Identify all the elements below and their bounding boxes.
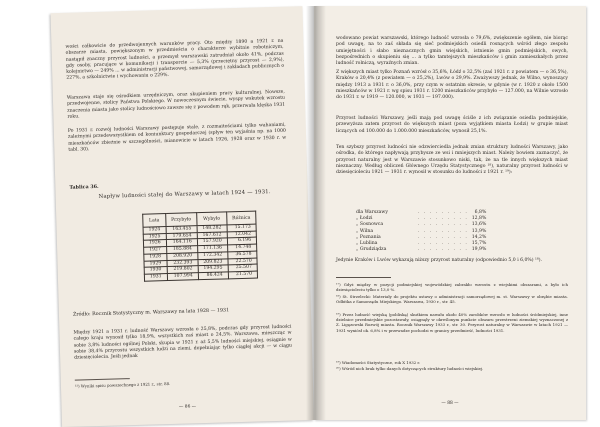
right-page-number: — 88 — xyxy=(441,401,459,406)
right-paragraph-1: wodowano powiat warszawski, którego ludność wzrosła o 79,6%, zwiększenie ogółem, nie biorąc pod uwagę, na to zaś składa się sieć podmiejskich osiedli rosnących wśród złego zespołu umiejętności i słabo nieznacznych gmin wiejskich, istnienie gmin podmiejskich, owych, bezpośrednich o skupieniu się ... a tylko tamtejszych mieszkańców i gmin zamieszkałych przez ludność rolniczą, wyraźnych zmian. xyxy=(336,36,568,67)
right-paragraph-4: Ten szybszy przyrost ludności nie odzwierciedla jednak zmian struktury ludności Warszawy, jako ośrodka, do którego napływają przybysze ze wsi i mniejszych miast. Należy bowiem zaznaczyć, że przyrost naturalny jest w Warszawie stosunkowo niski, tak, że na tle innych większych miast nieznaczny. Według obliczeń Głównego Urzędu Statystycznego ¹⁸), naturalny przyrost ludności w dziesięcioleciu 1921 — 1931 r. wynosił w stosunku do ludności z 1921 r. ¹⁹): xyxy=(336,145,568,176)
left-paragraph-4: Między 1921 a 1931 r. ludność Warszawy wzrosła o 25,8%, podczas gdy przyrost ludności całego kraju wynosił tylko 18,9%, wszystkich zaś miast o 24,5%. Warszawa, mieszcząc w sobie 3,8% ludności ogólnej Polski, skupia w 1921 r. aż 5,5% ludności miejskiej, osiągnie w sobie 38,4% przyrostu wszystkich ludzi na ziemi, dopełniając tylko ciągłej akcji — w ciągu dziesięciolecia. Jeśli jednak xyxy=(73,324,292,361)
right-paragraph-5: Jedynie Kraków i Lwów wykazują niższy przyrost naturalny (odpowiednio 5,0 i 6,0%) ¹⁸). xyxy=(336,258,542,263)
right-footnote-1: ¹⁷) Gdyż między w pozycji podmiejskiej wojewódzkiej zabrakło wzrostu z wiejskimi obszarami, a było ich dziesięcioleciu tylko o 13,0 %. xyxy=(336,282,568,293)
table-row: 1931 107.994 86.424 21.570 xyxy=(144,271,257,281)
list-item: „ Wilna . . . . . . . . . 13,9% xyxy=(356,228,487,234)
right-footnote-3: ¹⁹) Przez ludność wiejską (pobliską) skutkiem nawału około 40% zarobków wzrosło w ludności śródmiejskiej, inne dzielnice przedmiejskie pozostawały, osiągnęły w określonym punkcie obszaru przestrzeni ziemskiej wyznaczonej z Z. Ligęzowski Rozwój miasta. Rocznik Warszawy 1933 r., str. 30. Przyrost naturalny w Warszawie w latach 1921 — 1931 wyniósł ok. 6,8% i w przewadze pochodzi w granicy przedmieść, ludności 1931. xyxy=(336,312,568,333)
left-page xyxy=(51,6,314,427)
table-row: 1929 232.393 209.823 22.570 xyxy=(144,258,257,268)
left-paragraph-3: Po 1931 r. rozwój ludności Warszawy postępuje stale, z rozmaitościami tylko wahaniami, zależnymi przedewszystkiem od koniunktury gospodarczej (spływ ten wyjaśnia np. na 1000 mieszkańców zbieżnie w szczególności, mianowicie w latach 1926, 1928 oraz w 1930 r. w tabl. 30). xyxy=(67,122,287,153)
footnote-rule xyxy=(75,378,130,381)
list-item: „ Lublina . . . . . . . . . 15,7% xyxy=(356,241,487,247)
right-paragraph-2: Z większych miast tylko Poznań wzrósł o 35,6%, Łódź o 32,5% (zaś 1921 r. z powiatem — o 36,5%), Kraków o 20,4% (z powiatem — o 25,2%), Lwów o 29,9%. Zważywszy jednak, że Wilno, wynoszący między 1913 a 1931 r. o 36,0%, przy czym w ostatnim okresie, w gdynie (w r. 1920 z około 1500 mieszkańców w 1921 r. wg spisu 1931 r. 1200 mieszkańców przybyło — 127.000, na Wilnie wzrosło do 1931 r. w 1919 — 120.000, w 1931 — 197.000). xyxy=(336,70,568,101)
left-paragraph-1: wości całkowicie do przedwojennych warunków pracy. Oto między 1890 a 1921 r. na obszarze miasta, powiększonym w przedmieścia o charakterze wybitnie robotniczym, nastąpił znaczny przyrost ludności, a przemysł warszawski zatrudniał około 41%, podczas gdy osoby, pracujące w komunikacji i transporcie — 5,3% (przeciętny przyrost — 2,9%), kolejnictwo — 249% ... w administracji państwowej, samorządowej i zakładach publicznych o 227%, a szkolnictwie i wychowaniu o 229%. xyxy=(65,38,285,82)
table-row: 1927 185.884 171.136 14.748 xyxy=(144,244,257,254)
table-source: Źródło: Rocznik Statystyczny m. Warszawy na lata 1928 — 1931 xyxy=(72,308,230,318)
growth-by-city-list xyxy=(356,210,487,253)
footnote-rule xyxy=(336,277,391,278)
left-footnote: ¹⁵) Wyniki spisu powszechnego z 1921 r., str. 88. xyxy=(74,380,171,389)
right-page xyxy=(314,6,586,420)
header-arrived: Przybyło xyxy=(165,213,196,227)
header-year: Lata xyxy=(143,214,166,228)
list-item: „ Sosnowca . . . . . . . . . 13,6% xyxy=(356,222,487,228)
header-departed: Wybyło xyxy=(196,212,226,226)
list-item: „ Grudziądza . . . . . . . . . 19,9% xyxy=(356,247,487,253)
right-footnote-5: ²⁰) Wśród nich brak tylko danych dotyczących struktury ludności wiejskiej. xyxy=(336,366,484,371)
table-label: Tablica 36. xyxy=(69,183,99,191)
table-caption: Napływ ludności stałej do Warszawy w latach 1924 — 1931. xyxy=(98,189,271,200)
table-row: 1925 179.654 167.612 12.042 xyxy=(143,231,256,241)
right-footnote-2: ¹⁸) St. Strzelecki: Materiały do projektu ustawy o administracji samorządowej m. st. Warszawy w obrębie miasta. Odbitka z Samorządu Miejskiego. Warszawa, 1930 r., str. 45. xyxy=(336,294,568,305)
table-row: 1930 219.802 194.295 25.507 xyxy=(144,264,257,274)
table-row: 1924 163.455 148.282 15.173 xyxy=(143,224,256,234)
header-difference: Różnica xyxy=(226,211,256,225)
right-footnote-4: ¹⁹) Wiadomości Statystyczne, rok X 1932 r. xyxy=(336,360,421,365)
table-row: 1926 164.116 157.920 6.196 xyxy=(143,237,256,247)
list-item: dla Warszawy . . . . . . . . . 6,8% xyxy=(356,210,487,215)
list-item: „ Poznania . . . . . . . . . 14,2% xyxy=(356,234,487,240)
left-page-number: — 86 — xyxy=(178,404,197,410)
book-gutter xyxy=(306,6,326,420)
open-book xyxy=(62,6,586,420)
list-item: „ Łodzi . . . . . . . . . 12,8% xyxy=(356,216,487,222)
table-row: 1928 208.920 172.342 36.578 xyxy=(144,251,257,261)
migration-table xyxy=(142,211,258,282)
left-paragraph-2: Warszawa staje się ośrodkiem urzędniczym, oraz skupieniem pracy kulturalnej. Nowsze, przedwojenne, stolicy Państwa Polskiego. W nowoczesnym świecie, wyspy wskutek wzrostu znaczenia miasta jako stolicy ludnościowo zawsze się z powodem rąk, przerwała klęska 1931 roku. xyxy=(66,89,286,120)
right-paragraph-3: Przyrost ludności Warszawy, jeśli mają pod uwagę ściśle z ich związanie osiedla podmiejskie, przewyższa zatem przyrost do większych miast (poza wyjątkiem miasta Łodzi) w grupie miast liczących od 100.000 do 1.000.000 mieszkańców, wynosił 25,1%. xyxy=(336,116,568,134)
